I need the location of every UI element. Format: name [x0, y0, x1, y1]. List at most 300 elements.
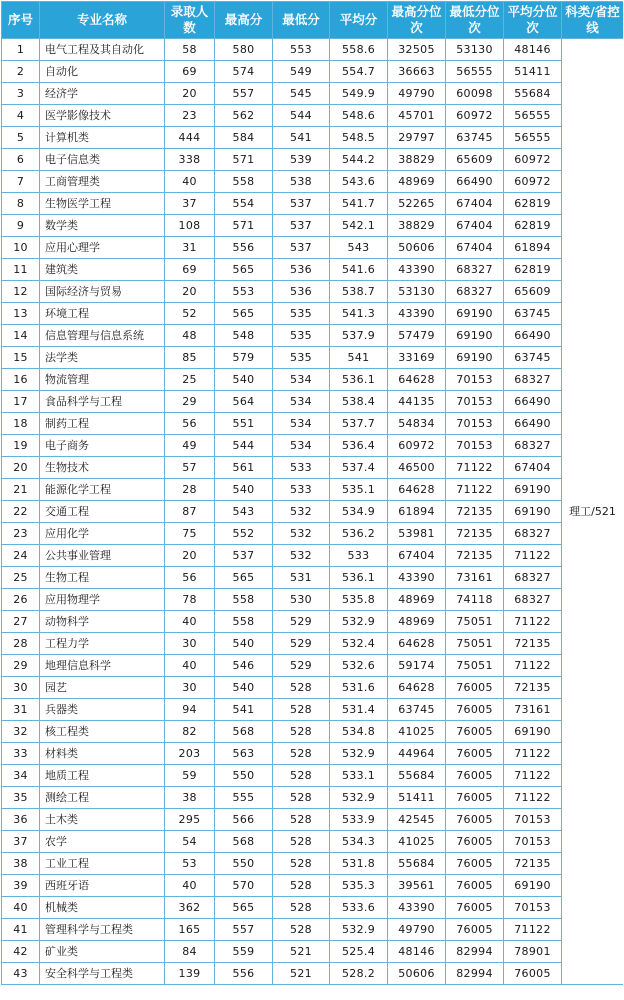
value-cell: 40: [165, 171, 215, 193]
value-cell: 546: [215, 655, 273, 677]
value-cell: 540: [215, 479, 273, 501]
value-cell: 541: [215, 699, 273, 721]
value-cell: 551: [215, 413, 273, 435]
row-index-cell: 36: [2, 809, 40, 831]
value-cell: 532.9: [330, 787, 388, 809]
value-cell: 76005: [446, 787, 504, 809]
table-wrapper: [1, 1, 623, 999]
value-cell: 571: [215, 215, 273, 237]
major-name-cell: 应用物理学: [40, 589, 165, 611]
table-row: [2, 237, 624, 259]
value-cell: 58: [165, 39, 215, 61]
value-cell: 531.6: [330, 677, 388, 699]
value-cell: 295: [165, 809, 215, 831]
value-cell: 61894: [388, 501, 446, 523]
value-cell: 533: [273, 479, 330, 501]
value-cell: 43390: [388, 567, 446, 589]
value-cell: 29: [165, 391, 215, 413]
value-cell: 60972: [504, 149, 562, 171]
major-name-cell: 农学: [40, 831, 165, 853]
major-name-cell: 经济学: [40, 83, 165, 105]
value-cell: 56: [165, 567, 215, 589]
value-cell: 541.3: [330, 303, 388, 325]
row-index-cell: 28: [2, 633, 40, 655]
value-cell: 532.9: [330, 611, 388, 633]
major-name-cell: 园艺: [40, 677, 165, 699]
value-cell: 39561: [388, 875, 446, 897]
value-cell: 76005: [446, 721, 504, 743]
value-cell: 66490: [504, 325, 562, 347]
major-name-cell: 应用心理学: [40, 237, 165, 259]
value-cell: 30: [165, 677, 215, 699]
value-cell: 78: [165, 589, 215, 611]
value-cell: 543.6: [330, 171, 388, 193]
value-cell: 53130: [388, 281, 446, 303]
value-cell: 76005: [446, 809, 504, 831]
value-cell: 50606: [388, 237, 446, 259]
table-row: [2, 765, 624, 787]
value-cell: 69190: [446, 325, 504, 347]
major-name-cell: 数学类: [40, 215, 165, 237]
value-cell: 64628: [388, 677, 446, 699]
value-cell: 549.9: [330, 83, 388, 105]
table-row: [2, 589, 624, 611]
value-cell: 528: [273, 699, 330, 721]
value-cell: 76005: [446, 897, 504, 919]
value-cell: 31: [165, 237, 215, 259]
value-cell: 539: [273, 149, 330, 171]
value-cell: 536: [273, 259, 330, 281]
value-cell: 165: [165, 919, 215, 941]
row-index-cell: 23: [2, 523, 40, 545]
table-row: [2, 105, 624, 127]
major-name-cell: 土木类: [40, 809, 165, 831]
row-index-cell: 5: [2, 127, 40, 149]
value-cell: 541: [273, 127, 330, 149]
value-cell: 537.4: [330, 457, 388, 479]
value-cell: 562: [215, 105, 273, 127]
value-cell: 72135: [504, 633, 562, 655]
major-name-cell: 医学影像技术: [40, 105, 165, 127]
major-name-cell: 能源化学工程: [40, 479, 165, 501]
value-cell: 63745: [504, 347, 562, 369]
value-cell: 534: [273, 435, 330, 457]
row-index-cell: 4: [2, 105, 40, 127]
value-cell: 48969: [388, 611, 446, 633]
value-cell: 553: [215, 281, 273, 303]
table-row: [2, 853, 624, 875]
value-cell: 528: [273, 721, 330, 743]
column-header: 专业名称: [40, 2, 165, 39]
value-cell: 62819: [504, 193, 562, 215]
value-cell: 548: [215, 325, 273, 347]
value-cell: 59174: [388, 655, 446, 677]
value-cell: 36663: [388, 61, 446, 83]
major-name-cell: 法学类: [40, 347, 165, 369]
value-cell: 76005: [446, 831, 504, 853]
column-header: 最低分位次: [446, 2, 504, 39]
value-cell: 71122: [504, 787, 562, 809]
value-cell: 65609: [504, 281, 562, 303]
value-cell: 38829: [388, 215, 446, 237]
value-cell: 69190: [504, 875, 562, 897]
value-cell: 543: [330, 237, 388, 259]
value-cell: 528: [273, 897, 330, 919]
table-row: [2, 61, 624, 83]
table-row: [2, 215, 624, 237]
table-row: [2, 479, 624, 501]
value-cell: 557: [215, 83, 273, 105]
value-cell: 37: [165, 193, 215, 215]
major-name-cell: 信息管理与信息系统: [40, 325, 165, 347]
row-index-cell: 11: [2, 259, 40, 281]
value-cell: 537: [273, 237, 330, 259]
value-cell: 554: [215, 193, 273, 215]
value-cell: 42545: [388, 809, 446, 831]
value-cell: 528: [273, 853, 330, 875]
major-name-cell: 应用化学: [40, 523, 165, 545]
value-cell: 70153: [446, 391, 504, 413]
value-cell: 28: [165, 479, 215, 501]
value-cell: 548.6: [330, 105, 388, 127]
value-cell: 48146: [388, 941, 446, 963]
value-cell: 139: [165, 963, 215, 985]
major-name-cell: 生物医学工程: [40, 193, 165, 215]
major-name-cell: 物流管理: [40, 369, 165, 391]
value-cell: 68327: [504, 369, 562, 391]
value-cell: 73161: [446, 567, 504, 589]
value-cell: 550: [215, 853, 273, 875]
value-cell: 72135: [446, 523, 504, 545]
value-cell: 534.8: [330, 721, 388, 743]
value-cell: 535: [273, 325, 330, 347]
table-body: [2, 39, 624, 985]
value-cell: 49790: [388, 83, 446, 105]
value-cell: 528: [273, 919, 330, 941]
major-name-cell: 建筑类: [40, 259, 165, 281]
table-row: [2, 39, 624, 61]
value-cell: 565: [215, 897, 273, 919]
value-cell: 53981: [388, 523, 446, 545]
value-cell: 558: [215, 589, 273, 611]
table-row: [2, 347, 624, 369]
value-cell: 69190: [504, 479, 562, 501]
value-cell: 338: [165, 149, 215, 171]
value-cell: 63745: [504, 303, 562, 325]
value-cell: 528: [273, 743, 330, 765]
value-cell: 71122: [504, 655, 562, 677]
value-cell: 530: [273, 589, 330, 611]
value-cell: 62819: [504, 259, 562, 281]
value-cell: 52265: [388, 193, 446, 215]
value-cell: 52: [165, 303, 215, 325]
value-cell: 553: [273, 39, 330, 61]
value-cell: 56: [165, 413, 215, 435]
value-cell: 25: [165, 369, 215, 391]
value-cell: 46500: [388, 457, 446, 479]
row-index-cell: 26: [2, 589, 40, 611]
value-cell: 70153: [504, 897, 562, 919]
row-index-cell: 9: [2, 215, 40, 237]
value-cell: 531: [273, 567, 330, 589]
major-name-cell: 安全科学与工程类: [40, 963, 165, 985]
value-cell: 528: [273, 875, 330, 897]
major-name-cell: 管理科学与工程类: [40, 919, 165, 941]
value-cell: 66490: [504, 391, 562, 413]
value-cell: 537: [273, 193, 330, 215]
value-cell: 75051: [446, 655, 504, 677]
value-cell: 565: [215, 303, 273, 325]
column-header: 最低分: [273, 2, 330, 39]
row-index-cell: 30: [2, 677, 40, 699]
value-cell: 536.4: [330, 435, 388, 457]
category-cell: 理工/521: [562, 39, 624, 985]
value-cell: 49: [165, 435, 215, 457]
value-cell: 568: [215, 831, 273, 853]
value-cell: 38: [165, 787, 215, 809]
row-index-cell: 35: [2, 787, 40, 809]
value-cell: 535.3: [330, 875, 388, 897]
value-cell: 533: [330, 545, 388, 567]
value-cell: 57479: [388, 325, 446, 347]
value-cell: 534.9: [330, 501, 388, 523]
value-cell: 67404: [446, 237, 504, 259]
table-row: [2, 699, 624, 721]
value-cell: 75051: [446, 611, 504, 633]
major-name-cell: 核工程类: [40, 721, 165, 743]
row-index-cell: 22: [2, 501, 40, 523]
value-cell: 29797: [388, 127, 446, 149]
value-cell: 49790: [388, 919, 446, 941]
value-cell: 45701: [388, 105, 446, 127]
value-cell: 544: [215, 435, 273, 457]
value-cell: 563: [215, 743, 273, 765]
value-cell: 536: [273, 281, 330, 303]
row-index-cell: 32: [2, 721, 40, 743]
major-name-cell: 动物科学: [40, 611, 165, 633]
major-name-cell: 国际经济与贸易: [40, 281, 165, 303]
column-header: 序号: [2, 2, 40, 39]
row-index-cell: 17: [2, 391, 40, 413]
table-row: [2, 193, 624, 215]
value-cell: 568: [215, 721, 273, 743]
value-cell: 55684: [504, 83, 562, 105]
row-index-cell: 29: [2, 655, 40, 677]
row-index-cell: 31: [2, 699, 40, 721]
value-cell: 71122: [504, 611, 562, 633]
value-cell: 565: [215, 567, 273, 589]
value-cell: 70153: [446, 435, 504, 457]
row-index-cell: 27: [2, 611, 40, 633]
value-cell: 538.7: [330, 281, 388, 303]
row-index-cell: 2: [2, 61, 40, 83]
row-index-cell: 42: [2, 941, 40, 963]
value-cell: 521: [273, 941, 330, 963]
row-index-cell: 21: [2, 479, 40, 501]
value-cell: 537.9: [330, 325, 388, 347]
value-cell: 574: [215, 61, 273, 83]
row-index-cell: 40: [2, 897, 40, 919]
value-cell: 75051: [446, 633, 504, 655]
row-index-cell: 37: [2, 831, 40, 853]
value-cell: 43390: [388, 303, 446, 325]
table-row: [2, 523, 624, 545]
table-row: [2, 875, 624, 897]
column-header: 最高分位次: [388, 2, 446, 39]
value-cell: 72135: [504, 677, 562, 699]
value-cell: 558: [215, 611, 273, 633]
value-cell: 533.6: [330, 897, 388, 919]
table-row: [2, 611, 624, 633]
value-cell: 558.6: [330, 39, 388, 61]
row-index-cell: 34: [2, 765, 40, 787]
value-cell: 50606: [388, 963, 446, 985]
value-cell: 70153: [446, 369, 504, 391]
value-cell: 536.1: [330, 369, 388, 391]
major-name-cell: 工商管理类: [40, 171, 165, 193]
major-name-cell: 矿业类: [40, 941, 165, 963]
value-cell: 53130: [446, 39, 504, 61]
value-cell: 59: [165, 765, 215, 787]
value-cell: 71122: [446, 457, 504, 479]
value-cell: 61894: [504, 237, 562, 259]
major-name-cell: 电子商务: [40, 435, 165, 457]
value-cell: 570: [215, 875, 273, 897]
value-cell: 67404: [504, 457, 562, 479]
value-cell: 571: [215, 149, 273, 171]
value-cell: 532: [273, 545, 330, 567]
value-cell: 532.6: [330, 655, 388, 677]
value-cell: 69190: [446, 347, 504, 369]
major-name-cell: 测绘工程: [40, 787, 165, 809]
value-cell: 580: [215, 39, 273, 61]
value-cell: 72135: [446, 501, 504, 523]
value-cell: 533.9: [330, 809, 388, 831]
value-cell: 525.4: [330, 941, 388, 963]
value-cell: 529: [273, 633, 330, 655]
value-cell: 558: [215, 171, 273, 193]
value-cell: 73161: [504, 699, 562, 721]
row-index-cell: 16: [2, 369, 40, 391]
value-cell: 76005: [446, 765, 504, 787]
value-cell: 579: [215, 347, 273, 369]
value-cell: 541.7: [330, 193, 388, 215]
table-header-row: [2, 2, 624, 39]
value-cell: 68327: [446, 281, 504, 303]
table-row: [2, 721, 624, 743]
value-cell: 533.1: [330, 765, 388, 787]
table-row: [2, 831, 624, 853]
value-cell: 71122: [504, 545, 562, 567]
table-row: [2, 391, 624, 413]
value-cell: 54: [165, 831, 215, 853]
value-cell: 54834: [388, 413, 446, 435]
row-index-cell: 14: [2, 325, 40, 347]
row-index-cell: 19: [2, 435, 40, 457]
value-cell: 40: [165, 611, 215, 633]
major-name-cell: 机械类: [40, 897, 165, 919]
value-cell: 60098: [446, 83, 504, 105]
value-cell: 70153: [504, 831, 562, 853]
value-cell: 548.5: [330, 127, 388, 149]
value-cell: 76005: [446, 919, 504, 941]
table-row: [2, 677, 624, 699]
value-cell: 41025: [388, 721, 446, 743]
value-cell: 66490: [504, 413, 562, 435]
row-index-cell: 20: [2, 457, 40, 479]
value-cell: 535: [273, 303, 330, 325]
value-cell: 66490: [446, 171, 504, 193]
major-name-cell: 自动化: [40, 61, 165, 83]
column-header: 科类/省控线: [562, 2, 624, 39]
value-cell: 38829: [388, 149, 446, 171]
major-name-cell: 计算机类: [40, 127, 165, 149]
value-cell: 68327: [504, 523, 562, 545]
value-cell: 534: [273, 391, 330, 413]
row-index-cell: 8: [2, 193, 40, 215]
value-cell: 537: [215, 545, 273, 567]
table-row: [2, 633, 624, 655]
value-cell: 87: [165, 501, 215, 523]
value-cell: 533: [273, 457, 330, 479]
value-cell: 76005: [446, 677, 504, 699]
value-cell: 534.3: [330, 831, 388, 853]
value-cell: 544: [273, 105, 330, 127]
value-cell: 532.9: [330, 919, 388, 941]
major-name-cell: 材料类: [40, 743, 165, 765]
value-cell: 64628: [388, 369, 446, 391]
value-cell: 23: [165, 105, 215, 127]
major-name-cell: 地理信息科学: [40, 655, 165, 677]
value-cell: 528: [273, 809, 330, 831]
value-cell: 444: [165, 127, 215, 149]
table-row: [2, 743, 624, 765]
value-cell: 41025: [388, 831, 446, 853]
value-cell: 528: [273, 677, 330, 699]
value-cell: 541: [330, 347, 388, 369]
value-cell: 108: [165, 215, 215, 237]
table-row: [2, 259, 624, 281]
table-row: [2, 809, 624, 831]
value-cell: 564: [215, 391, 273, 413]
value-cell: 566: [215, 809, 273, 831]
value-cell: 32505: [388, 39, 446, 61]
table-row: [2, 413, 624, 435]
major-name-cell: 环境工程: [40, 303, 165, 325]
value-cell: 536.2: [330, 523, 388, 545]
value-cell: 532.9: [330, 743, 388, 765]
value-cell: 529: [273, 655, 330, 677]
value-cell: 565: [215, 259, 273, 281]
value-cell: 535.1: [330, 479, 388, 501]
major-name-cell: 工业工程: [40, 853, 165, 875]
value-cell: 540: [215, 677, 273, 699]
value-cell: 51411: [388, 787, 446, 809]
value-cell: 531.8: [330, 853, 388, 875]
value-cell: 542.1: [330, 215, 388, 237]
value-cell: 528: [273, 831, 330, 853]
value-cell: 20: [165, 281, 215, 303]
value-cell: 532.4: [330, 633, 388, 655]
value-cell: 555: [215, 787, 273, 809]
value-cell: 48146: [504, 39, 562, 61]
value-cell: 71122: [504, 765, 562, 787]
table-row: [2, 655, 624, 677]
value-cell: 554.7: [330, 61, 388, 83]
value-cell: 60972: [504, 171, 562, 193]
value-cell: 40: [165, 655, 215, 677]
value-cell: 76005: [446, 875, 504, 897]
